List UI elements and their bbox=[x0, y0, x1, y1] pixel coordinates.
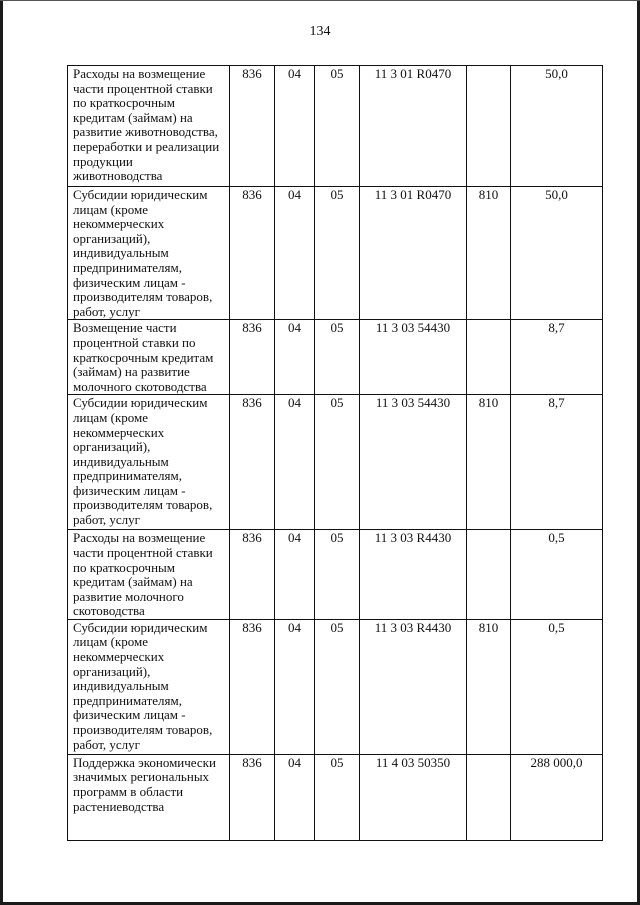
cell-subsection: 05 bbox=[315, 754, 360, 840]
cell-expense-type bbox=[467, 754, 511, 840]
cell-ministry: 836 bbox=[230, 619, 275, 754]
cell-subsection: 05 bbox=[315, 187, 360, 320]
table-row bbox=[68, 530, 603, 620]
cell-section: 04 bbox=[275, 395, 315, 530]
cell-amount: 8,7 bbox=[511, 320, 603, 395]
cell-target-article: 11 3 03 54430 bbox=[360, 320, 467, 395]
table-row bbox=[68, 754, 603, 840]
cell-name: Расходы на возмещение части процентной ставки по краткосрочным кредитам (займам) на развитие молочного скотоводства bbox=[68, 530, 230, 620]
cell-section: 04 bbox=[275, 619, 315, 754]
cell-expense-type bbox=[467, 66, 511, 187]
cell-expense-type: 810 bbox=[467, 187, 511, 320]
cell-expense-type: 810 bbox=[467, 395, 511, 530]
cell-subsection: 05 bbox=[315, 320, 360, 395]
cell-ministry: 836 bbox=[230, 66, 275, 187]
cell-expense-type: 810 bbox=[467, 619, 511, 754]
cell-section: 04 bbox=[275, 320, 315, 395]
cell-name: Субсидии юридическим лицам (кроме некоммерческих организаций), индивидуальным предпринимателям, физическим лицам - производителям товаров, работ, услуг bbox=[68, 187, 230, 320]
cell-ministry: 836 bbox=[230, 320, 275, 395]
page-number: 134 bbox=[309, 24, 331, 39]
cell-ministry: 836 bbox=[230, 395, 275, 530]
cell-subsection: 05 bbox=[315, 530, 360, 620]
cell-expense-type bbox=[467, 320, 511, 395]
cell-amount: 50,0 bbox=[511, 187, 603, 320]
cell-section: 04 bbox=[275, 187, 315, 320]
scan-edge-top bbox=[0, 0, 640, 1]
cell-ministry: 836 bbox=[230, 754, 275, 840]
cell-name: Субсидии юридическим лицам (кроме некоммерческих организаций), индивидуальным предпринимателям, физическим лицам - производителям товаров, работ, услуг bbox=[68, 395, 230, 530]
cell-ministry: 836 bbox=[230, 187, 275, 320]
cell-amount: 0,5 bbox=[511, 530, 603, 620]
cell-target-article: 11 3 03 54430 bbox=[360, 395, 467, 530]
cell-subsection: 05 bbox=[315, 619, 360, 754]
cell-subsection: 05 bbox=[315, 66, 360, 187]
cell-name: Расходы на возмещение части процентной ставки по краткосрочным кредитам (займам) на развитие животноводства, переработки и реализации продукции животноводства bbox=[68, 66, 230, 187]
cell-target-article: 11 3 01 R0470 bbox=[360, 66, 467, 187]
cell-expense-type bbox=[467, 530, 511, 620]
table-row bbox=[68, 619, 603, 754]
cell-amount: 288 000,0 bbox=[511, 754, 603, 840]
table-row bbox=[68, 320, 603, 395]
cell-target-article: 11 3 03 R4430 bbox=[360, 530, 467, 620]
cell-amount: 0,5 bbox=[511, 619, 603, 754]
cell-subsection: 05 bbox=[315, 395, 360, 530]
cell-name: Поддержка экономически значимых региональных программ в области растениеводства bbox=[68, 754, 230, 840]
budget-table bbox=[67, 65, 603, 841]
cell-section: 04 bbox=[275, 754, 315, 840]
cell-name: Субсидии юридическим лицам (кроме некоммерческих организаций), индивидуальным предпринимателям, физическим лицам - производителям товаров, работ, услуг bbox=[68, 619, 230, 754]
cell-target-article: 11 4 03 50350 bbox=[360, 754, 467, 840]
table-row bbox=[68, 66, 603, 187]
cell-ministry: 836 bbox=[230, 530, 275, 620]
scan-edge-left bbox=[0, 0, 3, 905]
cell-amount: 50,0 bbox=[511, 66, 603, 187]
cell-amount: 8,7 bbox=[511, 395, 603, 530]
table-row bbox=[68, 187, 603, 320]
table-row bbox=[68, 395, 603, 530]
cell-target-article: 11 3 03 R4430 bbox=[360, 619, 467, 754]
cell-section: 04 bbox=[275, 530, 315, 620]
cell-name: Возмещение части процентной ставки по краткосрочным кредитам (займам) на развитие молочного скотоводства bbox=[68, 320, 230, 395]
cell-section: 04 bbox=[275, 66, 315, 187]
cell-target-article: 11 3 01 R0470 bbox=[360, 187, 467, 320]
